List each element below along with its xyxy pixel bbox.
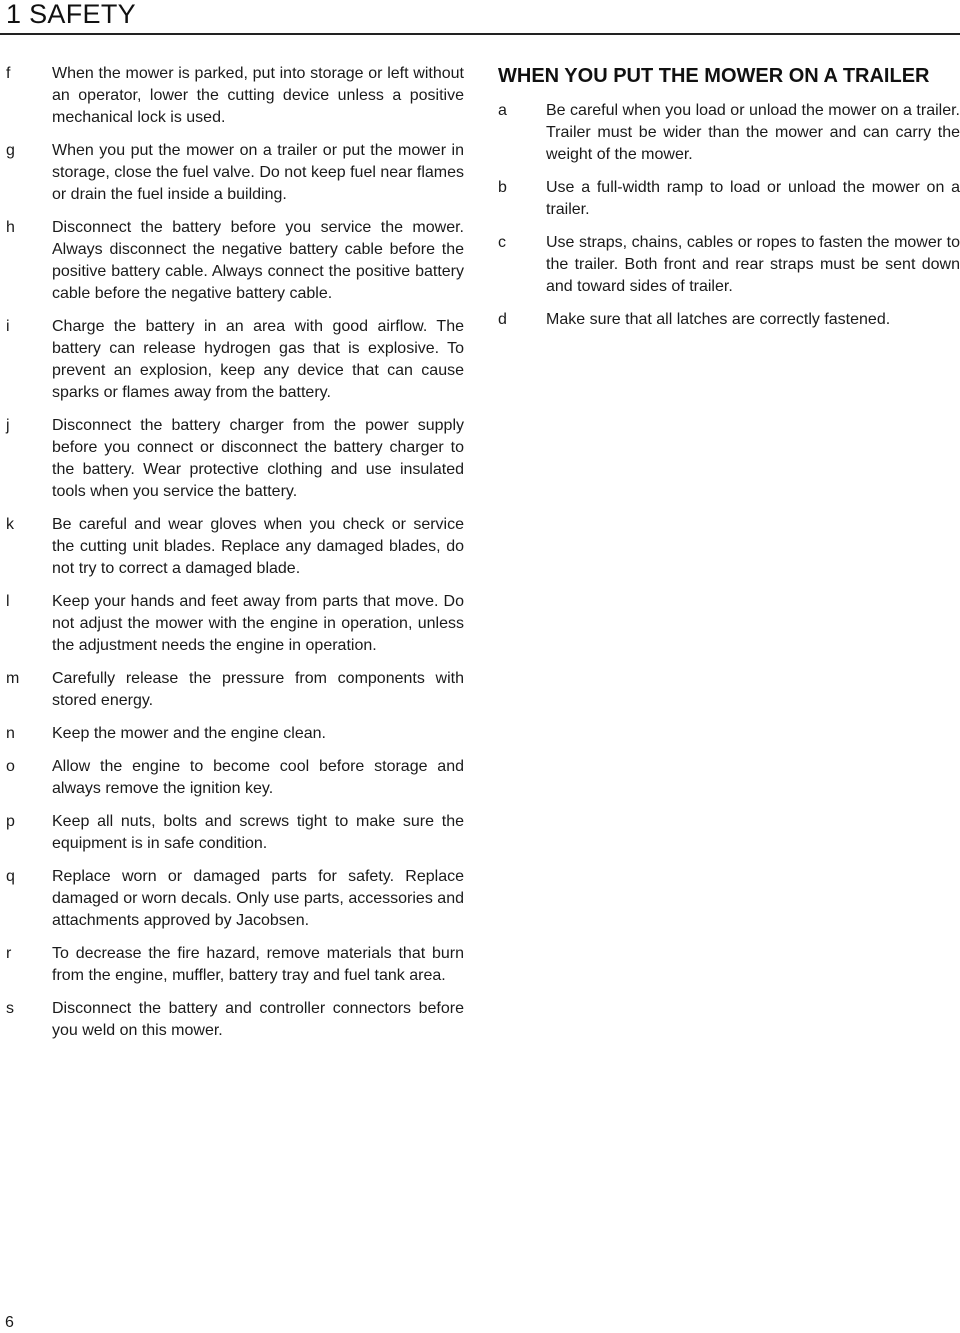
list-item [6,217,464,305]
item-text: To decrease the fire hazard, remove materials that burn from the engine, muffler, battery tray and fuel tank area. [52,945,464,984]
item-text: Be careful and wear gloves when you check or service the cutting unit blades. Replace any damaged blades, do not try to correct a damaged blade. [52,516,464,577]
item-text: Charge the battery in an area with good airflow. The battery can release hydrogen gas that is explosive. To prevent an explosion, keep any device that can cause sparks or flames away from the battery. [52,318,464,401]
list-item [6,514,464,580]
item-letter: b [498,179,507,196]
item-text: Replace worn or damaged parts for safety. Replace damaged or worn decals. Only use parts, accessories and attachments approved by Jacobsen. [52,868,464,929]
item-letter: h [6,219,15,236]
item-letter: p [6,813,15,830]
item-text: Disconnect the battery charger from the power supply before you connect or disconnect the battery charger to the battery. Wear protective clothing and use insulated tools when you service the battery. [52,417,464,500]
item-letter: a [498,102,507,119]
item-letter: g [6,142,15,159]
item-letter: q [6,868,15,885]
item-text: Carefully release the pressure from components with stored energy. [52,670,464,709]
item-text: Keep your hands and feet away from parts that move. Do not adjust the mower with the engine in operation, unless the adjustment needs the engine in operation. [52,593,464,654]
item-text: Disconnect the battery before you service the mower. Always disconnect the negative battery cable before the positive battery cable. Always connect the positive battery cable before the negative battery cable. [52,219,464,302]
item-letter: i [6,318,10,335]
item-letter: n [6,725,15,742]
item-text: Keep the mower and the engine clean. [52,725,326,742]
list-item [6,811,464,855]
list-item [6,668,464,712]
item-letter: m [6,670,20,687]
list-item [6,63,464,129]
item-letter: f [6,65,11,82]
item-letter: j [6,417,10,434]
item-text: Make sure that all latches are correctly fastened. [546,311,891,328]
item-text: Keep all nuts, bolts and screws tight to make sure the equipment is in safe condition. [52,813,464,852]
list-item [498,309,960,331]
item-letter: k [6,516,14,533]
item-letter: r [6,945,12,962]
page-title: 1 SAFETY [6,0,136,29]
item-text: Be careful when you load or unload the mower on a trailer. Trailer must be wider than the mower and can carry the weight of the mower. [546,102,960,163]
item-text: Use a full-width ramp to load or unload the mower on a trailer. [546,179,960,218]
section-heading: WHEN YOU PUT THE MOWER ON A TRAILER [498,65,930,87]
trailer-section [498,63,960,342]
list-item [6,723,464,745]
item-letter: l [6,593,10,610]
item-letter: s [6,1000,14,1017]
safety-list-left [6,63,464,1053]
item-letter: d [498,311,507,328]
list-item [498,232,960,298]
item-text: Allow the engine to become cool before storage and always remove the ignition key. [52,758,464,797]
list-item [6,140,464,206]
item-text: When you put the mower on a trailer or put the mower in storage, close the fuel valve. Do not keep fuel near flames or drain the fuel inside a building. [52,142,464,203]
item-text: When the mower is parked, put into storage or left without an operator, lower the cutting device unless a positive mechanical lock is used. [52,65,464,126]
page-number: 6 [5,1314,14,1331]
item-text: Use straps, chains, cables or ropes to fasten the mower to the trailer. Both front and rear straps must be sent down and toward sides of trailer. [546,234,960,295]
header-divider [0,33,960,35]
list-item [6,316,464,404]
list-item [6,998,464,1042]
list-item [6,415,464,503]
list-item [6,943,464,987]
list-item [498,100,960,166]
list-item [498,177,960,221]
list-item [6,866,464,932]
item-letter: c [498,234,506,251]
list-item [6,756,464,800]
list-item [6,591,464,657]
item-text: Disconnect the battery and controller connectors before you weld on this mower. [52,1000,464,1039]
item-letter: o [6,758,15,775]
